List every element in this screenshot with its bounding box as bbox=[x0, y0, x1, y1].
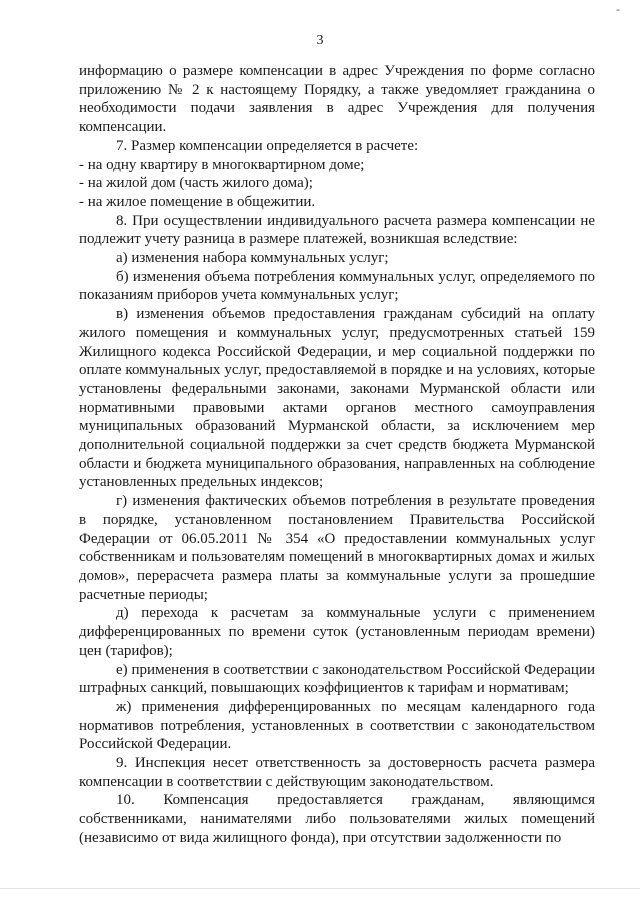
paragraph: информацию о размере компенсации в адрес Учреждения по форме согласно приложению № 2 к настоящему Порядку, а также уведомляет гражданина о необходимости подачи заявления в адрес Учреждения для получения компенсации. bbox=[79, 63, 595, 136]
paragraph: 10. Компенсация предоставляется гражданам, являющимся собственниками, нанимателями либо пользователями жилых помещений (независимо от вида жилищного фонда), при отсутствии задолженности по bbox=[79, 792, 595, 846]
list-item: - на жилой дом (часть жилого дома); bbox=[79, 175, 313, 192]
list-item: - на одну квартиру в многоквартирном доме; bbox=[79, 156, 365, 173]
list-item: а) изменения набора коммунальных услуг; bbox=[116, 250, 389, 267]
corner-mark: - bbox=[616, 2, 620, 16]
page-number: 3 bbox=[316, 33, 324, 48]
paragraph: 9. Инспекция несет ответственность за достоверность расчета размера компенсации в соответствии с действующим законодательством. bbox=[79, 755, 595, 790]
paragraph: 8. При осуществлении индивидуального расчета размера компенсации не подлежит учету разница в размере платежей, возникшая вследствие: bbox=[79, 212, 595, 248]
list-item: ж) применения дифференцированных по месяцам календарного года нормативов потребления, установленных в соответствии с законодательством Российской Федерации. bbox=[79, 698, 595, 753]
paragraph: 7. Размер компенсации определяется в расчете: bbox=[116, 137, 419, 154]
list-item: е) применения в соответствии с законодательством Российской Федерации штрафных санкций, повышающих коэффициентов к тарифам и нормативам; bbox=[79, 661, 595, 697]
list-item: - на жилое помещение в общежитии. bbox=[79, 193, 316, 210]
page-edge-divider bbox=[0, 888, 640, 889]
list-item: б) изменения объема потребления коммунальных услуг, определяемого по показаниям приборов учета коммунальных услуг; bbox=[79, 268, 595, 304]
document-body bbox=[79, 62, 595, 848]
list-item: д) перехода к расчетам за коммунальные услуги с применением дифференцированных по времени суток (установленным периодам времени) цен (тарифов); bbox=[79, 605, 595, 659]
list-item: г) изменения фактических объемов потребления в результате проведения в порядке, установленном постановлением Правительства Российской Федерации от 06.05.2011 № 354 «О предоставлении коммунальных услуг собственникам и пользователям помещений в многоквартирных домах и жилых домов», перерасчета размера платы за коммунальные услуги за прошедшие расчетные периоды; bbox=[79, 493, 595, 603]
list-item: в) изменения объемов предоставления гражданам субсидий на оплату жилого помещения и коммунальных услуг, предусмотренных статьей 159 Жилищного кодекса Российской Федерации, и мер социальной поддержки по оплате коммунальных услуг, предоставляемой в порядке и на условиях, которые установлены федеральными законами, законами Мурманской области или нормативными правовыми актами органов местного самоуправления муниципальных образований Мурманской области, за исключением мер дополнительной социальной поддержки за счет средств бюджета Мурманской области и бюджета муниципального образования, направленных на соблюдение установленных предельных индексов; bbox=[79, 306, 595, 491]
